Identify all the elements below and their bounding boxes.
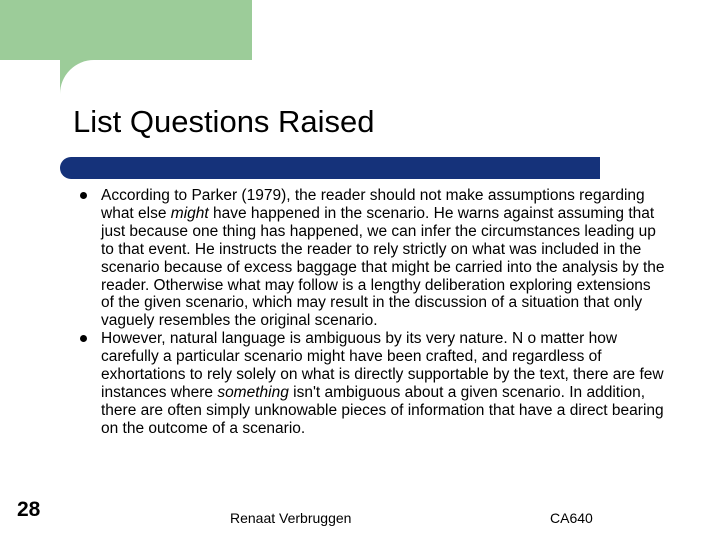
bullet-list [80, 187, 665, 438]
left-white-strip [0, 60, 60, 540]
footer-course: CA640 [550, 510, 593, 526]
footer-author: Renaat Verbruggen [230, 510, 352, 526]
bullet-text-2: However, natural language is ambiguous by its very nature. N o matter how carefully a particular scenario might have been crafted, and regardless of exhortations to rely solely on what is directly supportable by the text, there are few instances where something isn't ambiguous about a given scenario. In addition, there are often simply unknowable pieces of information that have a direct bearing on the outcome of a scenario. [101, 330, 664, 437]
emphasis-text: might [170, 204, 209, 222]
slide-number: 28 [17, 498, 41, 521]
emphasis-text: something [217, 383, 289, 401]
bullet-dot-icon [80, 192, 87, 199]
slide-title: List Questions Raised [73, 104, 375, 139]
bullet-text-1: According to Parker (1979), the reader should not make assumptions regarding what else might have happened in the scenario. He warns against assuming that just because one thing has happened, we can infer the circumstances leading up to that event. He instructs the reader to rely strictly on what was included in the scenario because of excess baggage that might be carried into the analysis by the reader. Otherwise what may follow is a lengthy deliberation exploring extensions of the given scenario, which may result in the discussion of a situation that only vaguely resembles the original scenario. [101, 187, 665, 330]
bullet-item-2 [80, 330, 665, 437]
title-rule [60, 157, 600, 179]
bullet-item-1 [80, 187, 665, 330]
bullet-dot-icon [80, 335, 87, 342]
